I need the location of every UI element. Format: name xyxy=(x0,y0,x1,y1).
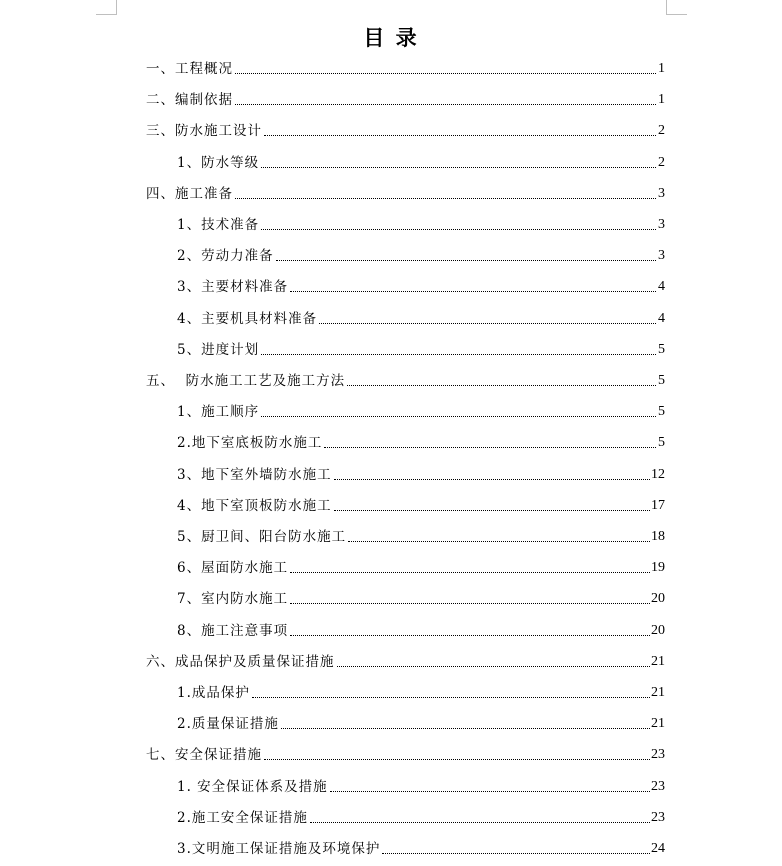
toc-entry-label: 二、编制依据 xyxy=(146,92,233,109)
toc-entry[interactable] xyxy=(177,525,665,545)
toc-entry-page-number: 21 xyxy=(651,653,665,669)
toc-dot-leader xyxy=(235,103,656,105)
toc-dot-leader xyxy=(334,509,650,511)
toc-dot-leader xyxy=(290,634,650,636)
toc-entry-page-number: 21 xyxy=(651,716,665,732)
toc-entry[interactable] xyxy=(177,681,665,701)
toc-entry-page-number: 1 xyxy=(658,92,665,108)
toc-entry-label: 3、地下室外墙防水施工 xyxy=(177,466,332,483)
toc-dot-leader xyxy=(261,353,656,355)
toc-entry-page-number: 3 xyxy=(658,217,665,232)
toc-entry[interactable] xyxy=(177,494,665,514)
toc-entry[interactable] xyxy=(177,151,665,171)
toc-entry-page-number: 20 xyxy=(651,622,665,638)
toc-entry-label: 七、安全保证措施 xyxy=(146,747,262,764)
toc-entry[interactable] xyxy=(177,463,665,483)
toc-entry[interactable] xyxy=(146,88,665,108)
toc-entry-label: 四、施工准备 xyxy=(146,185,233,202)
toc-entry-label: 3、主要材料准备 xyxy=(177,279,289,296)
toc-entry[interactable] xyxy=(177,338,665,358)
toc-dot-leader xyxy=(310,821,650,823)
toc-entry-page-number: 2 xyxy=(658,154,665,170)
toc-entry-label: 三、防水施工设计 xyxy=(146,123,262,140)
toc-entry[interactable] xyxy=(146,369,665,389)
toc-entry-page-number: 3 xyxy=(658,248,665,264)
toc-entry[interactable] xyxy=(177,619,665,639)
toc-entry-page-number: 1 xyxy=(658,61,665,76)
toc-entry-label: 8、施工注意事项 xyxy=(177,622,289,639)
toc-dot-leader xyxy=(382,852,650,854)
toc-entry-label: 1.成品保护 xyxy=(177,685,250,701)
toc-entry-page-number: 12 xyxy=(651,466,665,482)
toc-entry-page-number: 24 xyxy=(651,841,665,856)
toc-entry-page-number: 18 xyxy=(651,529,665,544)
toc-dot-leader xyxy=(261,415,656,417)
toc-entry-page-number: 5 xyxy=(658,435,665,451)
toc-entry-label: 7、室内防水施工 xyxy=(177,591,289,608)
toc-dot-leader xyxy=(261,166,656,168)
toc-entry-page-number: 19 xyxy=(651,560,665,576)
toc-dot-leader xyxy=(264,758,650,760)
toc-entry[interactable] xyxy=(177,244,665,264)
toc-entry[interactable] xyxy=(146,743,665,763)
toc-entry-label: 1、技术准备 xyxy=(177,217,260,233)
toc-entry-label: 2.质量保证措施 xyxy=(177,716,279,733)
toc-entry-page-number: 5 xyxy=(658,373,665,388)
toc-entry-label: 4、地下室顶板防水施工 xyxy=(177,497,332,514)
toc-entry-label: 6、屋面防水施工 xyxy=(177,560,289,577)
toc-dot-leader xyxy=(252,696,650,698)
toc-dot-leader xyxy=(290,290,656,292)
toc-dot-leader xyxy=(281,727,650,729)
toc-dot-leader xyxy=(290,571,650,573)
toc-entry-label: 4、主要机具材料准备 xyxy=(177,310,318,327)
toc-dot-leader xyxy=(290,602,650,604)
toc-dot-leader xyxy=(264,134,656,136)
toc-entry[interactable] xyxy=(177,307,665,327)
toc-entry-page-number: 4 xyxy=(658,279,665,295)
toc-entry[interactable] xyxy=(146,182,665,202)
toc-entry-label: 5、厨卫间、阳台防水施工 xyxy=(177,529,347,545)
toc-dot-leader xyxy=(324,446,656,448)
toc-entry-page-number: 17 xyxy=(651,497,665,513)
toc-entry[interactable] xyxy=(177,587,665,607)
toc-entry-page-number: 20 xyxy=(651,591,665,607)
toc-entry-label: 2.施工安全保证措施 xyxy=(177,809,308,826)
page-corner-mark-right xyxy=(666,0,687,15)
toc-entry-label: 一、工程概况 xyxy=(146,61,233,77)
toc-entry-page-number: 3 xyxy=(658,185,665,201)
toc-entry[interactable] xyxy=(177,712,665,732)
toc-entry[interactable] xyxy=(177,275,665,295)
toc-entry-label: 1、防水等级 xyxy=(177,154,260,171)
toc-entry[interactable] xyxy=(146,57,665,77)
toc-entry-label: 1. 安全保证体系及措施 xyxy=(177,778,328,795)
toc-entry[interactable] xyxy=(146,119,665,139)
toc-entry[interactable] xyxy=(177,400,665,420)
toc-entry-label: 五、 防水施工工艺及施工方法 xyxy=(146,373,346,389)
toc-dot-leader xyxy=(319,322,656,324)
toc-entry-label: 1、施工顺序 xyxy=(177,404,260,421)
toc-entry-page-number: 23 xyxy=(651,809,665,825)
toc-entry-page-number: 5 xyxy=(658,341,665,357)
toc-entry[interactable] xyxy=(177,806,665,826)
toc-dot-leader xyxy=(348,540,650,542)
toc-entry-page-number: 2 xyxy=(658,123,665,139)
toc-entry-label: 3.文明施工保证措施及环境保护 xyxy=(177,841,381,857)
toc-dot-leader xyxy=(235,72,656,74)
toc-dot-leader xyxy=(276,259,656,261)
toc-entry-page-number: 23 xyxy=(651,778,665,794)
toc-entry[interactable] xyxy=(177,775,665,795)
toc-dot-leader xyxy=(261,228,656,230)
toc-entry[interactable] xyxy=(177,837,665,857)
toc-dot-leader xyxy=(347,384,656,386)
toc-entry[interactable] xyxy=(146,650,665,670)
toc-entry-page-number: 4 xyxy=(658,310,665,326)
toc-entry-page-number: 23 xyxy=(651,747,665,763)
toc-title: 目 录 xyxy=(363,25,419,50)
toc-entry[interactable] xyxy=(177,213,665,233)
toc-entry-page-number: 5 xyxy=(658,404,665,420)
toc-dot-leader xyxy=(334,478,650,480)
toc-entry-page-number: 21 xyxy=(651,685,665,700)
toc-entry[interactable] xyxy=(177,431,665,451)
page-corner-mark-left xyxy=(96,0,117,15)
toc-dot-leader xyxy=(235,197,656,199)
toc-entry-label: 2.地下室底板防水施工 xyxy=(177,435,323,452)
toc-entry-label: 5、进度计划 xyxy=(177,341,260,358)
toc-entry-label: 六、成品保护及质量保证措施 xyxy=(146,653,335,670)
toc-dot-leader xyxy=(337,665,651,667)
toc-entry-label: 2、劳动力准备 xyxy=(177,248,274,265)
toc-entry[interactable] xyxy=(177,556,665,576)
toc-dot-leader xyxy=(330,790,650,792)
